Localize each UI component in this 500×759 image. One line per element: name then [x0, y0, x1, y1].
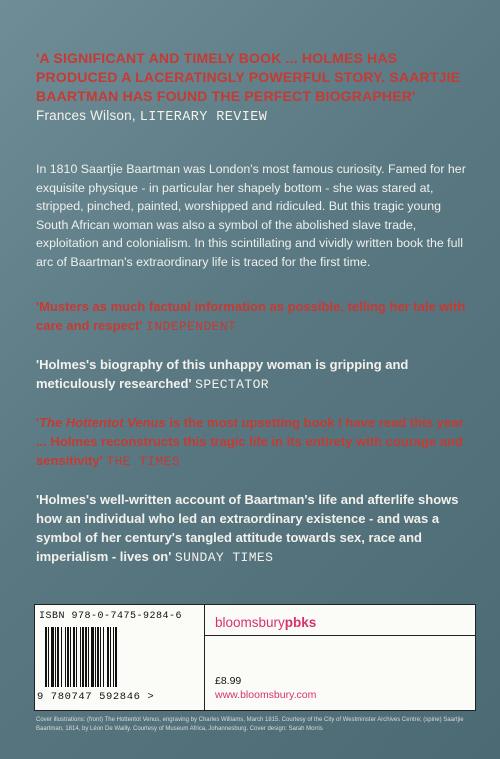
quote-text: 'A SIGNIFICANT AND TIMELY BOOK ... HOLMES HAS PRODUCED A LACERATINGLY POWERFUL STORY. SAARTJIE BAARTMAN HAS FOUND THE PERFECT BIOGRAPHER'	[36, 50, 461, 104]
review-quote-sunday-times	[36, 490, 472, 567]
barcode-number: 9 780747 592846 >	[37, 691, 155, 703]
review-quote-literary-review	[36, 49, 472, 127]
review-quote-the-times: 'The Hottentot Venus is the most upsetting book I have read this year ... Holmes reconstructs this tragic life in its entirety with courage and sensitivity' THE TIMES	[36, 415, 464, 469]
cover-credits: Cover illustrations: (front) The Hottentot Venus, engraving by Charles Williams, March 1815. Courtesy of the City of Westminster Archives Centre; (spine) Saartjie Baartman, 1814, by Léon De Wailly. Courtesy of Museum Africa, Johannesburg. Cover design: Sarah Morris	[36, 717, 464, 732]
publisher-imprint: pbks	[284, 615, 317, 630]
publisher-url: www.bloomsbury.com	[215, 689, 317, 701]
publisher-logo	[215, 615, 316, 630]
review-quote-spectator	[36, 355, 472, 394]
review-quote-independent	[36, 297, 472, 336]
barcode-panel	[34, 604, 476, 711]
barcode-area	[35, 605, 205, 710]
divider	[205, 635, 475, 636]
quote-text: is the most upsetting book I have read this year ... Holmes reconstructs this tragic life in its entirety with courage and sensitivity'	[36, 415, 464, 468]
quote-book-title: The Hottentot Venus	[39, 415, 166, 430]
quote-source: INDEPENDENT	[146, 319, 237, 334]
quote-source: SUNDAY TIMES	[174, 550, 274, 565]
quote-source: SPECTATOR	[195, 377, 269, 392]
quote-source-name: Frances Wilson,	[36, 108, 140, 123]
quote-source-publication: LITERARY REVIEW	[139, 110, 268, 125]
barcode-bars	[45, 627, 195, 687]
publisher-name: bloomsbury	[215, 615, 285, 630]
quote-text: 'Musters as much factual information as possible, telling her tale with care and respect'	[36, 299, 466, 333]
quote-text: 'Holmes's biography of this unhappy woman is gripping and meticulously researched'	[36, 357, 409, 391]
quote-source: THE TIMES	[106, 454, 181, 469]
blurb-paragraph: In 1810 Saartjie Baartman was London's most famous curiosity. Famed for her exquisite physique - in particular her shapely bottom - she was stared at, stripped, pinched, painted, worshipped and ridiculed. But this tragic young South African woman was also a symbol of the abolished slave trade, exploitation and colonialism. In this scintillating and vividly written book the full arc of Baartman's extraordinary life is traced for the first time.	[36, 162, 466, 269]
barcode-gap	[117, 627, 119, 687]
price: £8.99	[215, 675, 242, 687]
isbn-label: ISBN 978-0-7475-9284-6	[39, 611, 183, 622]
quote-text: 'Holmes's well-written account of Baartman's life and afterlife shows how an individual who led an extraordinary existence - and was a symbol of her century's tangled attitude towards sex, race and imperialism - lives on'	[36, 492, 459, 564]
